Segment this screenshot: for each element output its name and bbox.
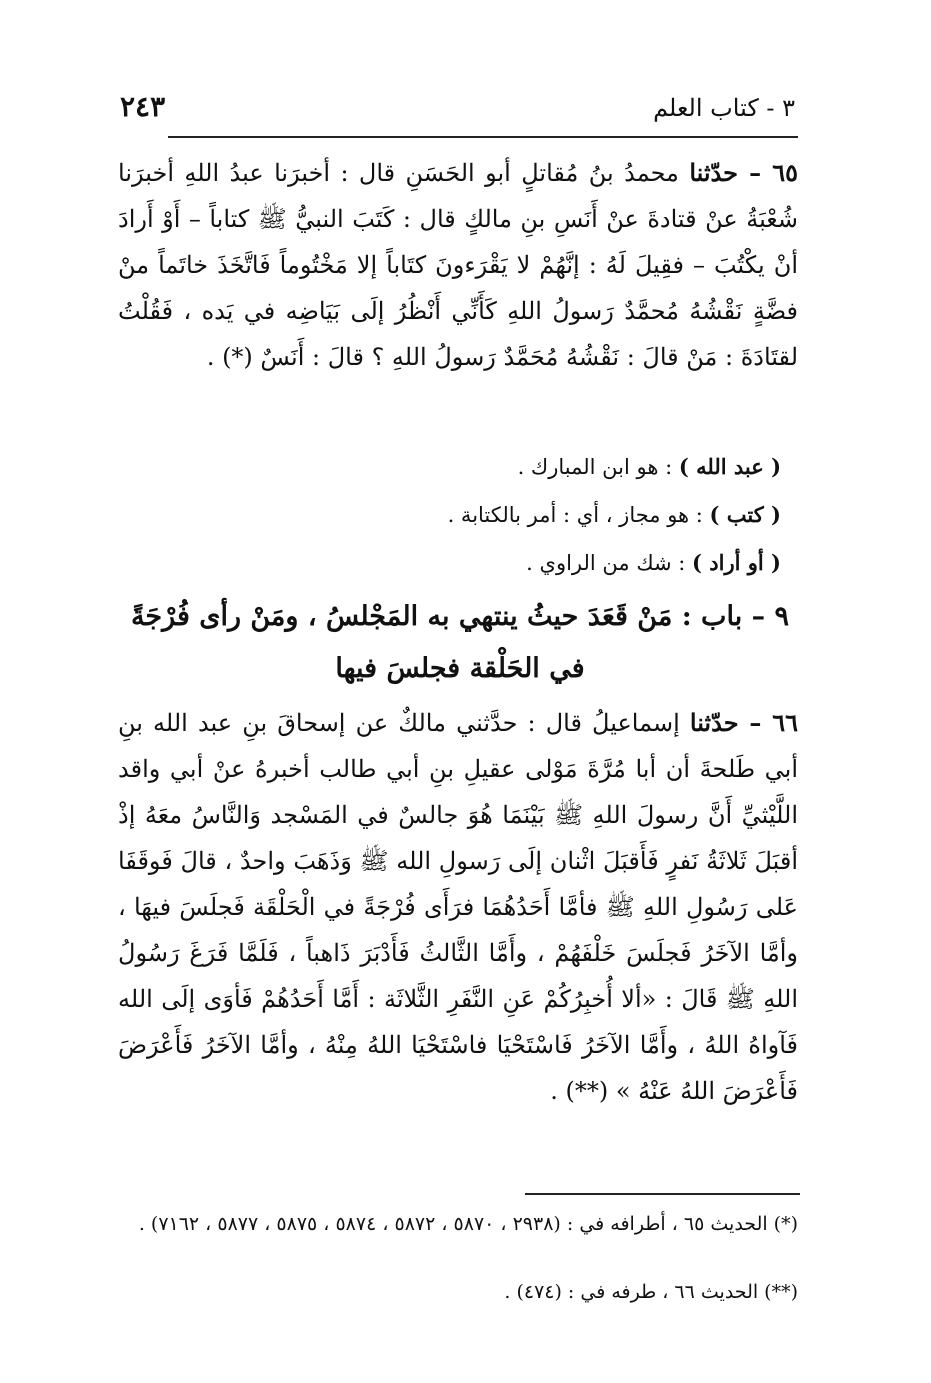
hadith-65	[118, 150, 798, 380]
note-abdullah	[518, 452, 781, 482]
footnote-1: (*) الحديث ٦٥ ، أطرافه في : (٢٩٣٨ ، ٥٨٧٠ ، ٥٨٧٢ ، ٥٨٧٤ ، ٥٨٧٥ ، ٥٨٧٧ ، ٧١٦٢) .	[138, 1213, 798, 1235]
header-rule	[168, 136, 798, 138]
note-aw-arada	[526, 548, 781, 578]
footnote-rule	[525, 1193, 800, 1195]
bab-title-line-2: في الحَلْقة فجلسَ فيها	[335, 653, 585, 684]
note-term: ( عبد الله )	[678, 454, 781, 479]
hadith-66	[118, 700, 798, 1114]
bab-title-line-1: ٩ – باب : مَنْ قَعَدَ حيثُ ينتهي به المَجْلسُ ، ومَنْ رأى فُرْجَةً	[130, 601, 790, 632]
note-kataba	[448, 500, 781, 530]
chapter-title: ٣ - كتاب العلم	[653, 94, 795, 122]
note-text: : هو مجاز ، أي : أمر بالكتابة .	[447, 503, 710, 527]
page-header	[120, 88, 795, 132]
note-text: : شك من الراوي .	[526, 551, 693, 575]
page-number: ٢٤٣	[120, 90, 166, 123]
note-term: ( أو أراد )	[692, 550, 781, 575]
note-term: ( كتب )	[709, 502, 781, 527]
hadith-66-text: إسماعيلُ قال : حدَّثني مالكٌ عن إسحاقَ بنِ عبد الله بنِ أبي طَلحةَ أن أبا مُرَّةَ مَوْلى عقيلِ بنِ أبي طالب أخبرهُ عنْ أبي واقد اللَّيْثيِّ أَنَّ رسولَ اللهِ ﷺ بَيْنَمَا هُوَ جالسٌ في المَسْجد وَالنَّاسُ معَهُ إذْ أقبَلَ ثَلاثَةُ نَفرٍ فَأَقبَلَ اثْنان إلَى رَسولِ الله ﷺ وَذَهَبَ واحدٌ ، قالَ فَوقَفَا عَلى رَسُولِ اللهِ ﷺ فأمَّا أَحَدُهُمَا فرَأَى فُرْجَةً في الْحَلْقَة فَجلَسَ فيهَا ، وأمَّا الآخَرُ فَجلَسَ خَلْفَهُمْ ، وأَمَّا الثَّالثُ فَأَدْبَرَ ذَاهباً ، فَلَمَّا فَرَغَ رَسُولُ اللهِ ﷺ قَالَ : «ألا أُخبِرُكُمْ عَنِ النَّفَرِ الثَّلاثَة : أَمَّا أَحَدُهُمْ فَأوَى إلَى الله فَآواهُ اللهُ ، وأَمَّا الآخَرُ فَاسْتَحْيَا فاسْتَحْيَا اللهُ مِنْهُ ، وأمَّا الآخَرُ فَأَعْرَضَ فَأَعْرَضَ اللهُ عَنْهُ » (**) .	[118, 709, 798, 1105]
footnote-2: (**) الحديث ٦٦ ، طرفه في : (٤٧٤) .	[504, 1281, 798, 1303]
hadith-65-text: محمدُ بنُ مُقاتلٍ أبو الحَسَنِ قال : أخبرَنا عبدُ اللهِ أخبرَنا شُعْبَةُ عنْ قتادةَ عنْ أَنَسِ بنِ مالكٍ قال : كَتَبَ النبيُّ ﷺ كتاباً – أَوْ أَرادَ أنْ يكْتُبَ – فقِيلَ لَهُ : إنَّهُمْ لا يَقْرَءونَ كتَاباً إلا مَخْتُوماً فَاتَّخَذَ خاتَماً منْ فضَّةٍ نَقْشُهُ مُحمَّدٌ رَسولُ اللهِ كَأَنِّي أَنْظُرُ إلَى بَيَاضِه في يَده ، فَقُلْتُ لقتَادَةَ : مَنْ قالَ : نَقْشُهُ مُحَمَّدٌ رَسولُ اللهِ ؟ قالَ : أَنَسٌ (*) .	[118, 159, 798, 371]
hadith-66-number: ٦٦ – حدّثنا	[689, 708, 798, 737]
note-text: : هو ابن المبارك .	[517, 455, 679, 479]
hadith-65-number: ٦٥ – حدّثنا	[689, 158, 798, 187]
